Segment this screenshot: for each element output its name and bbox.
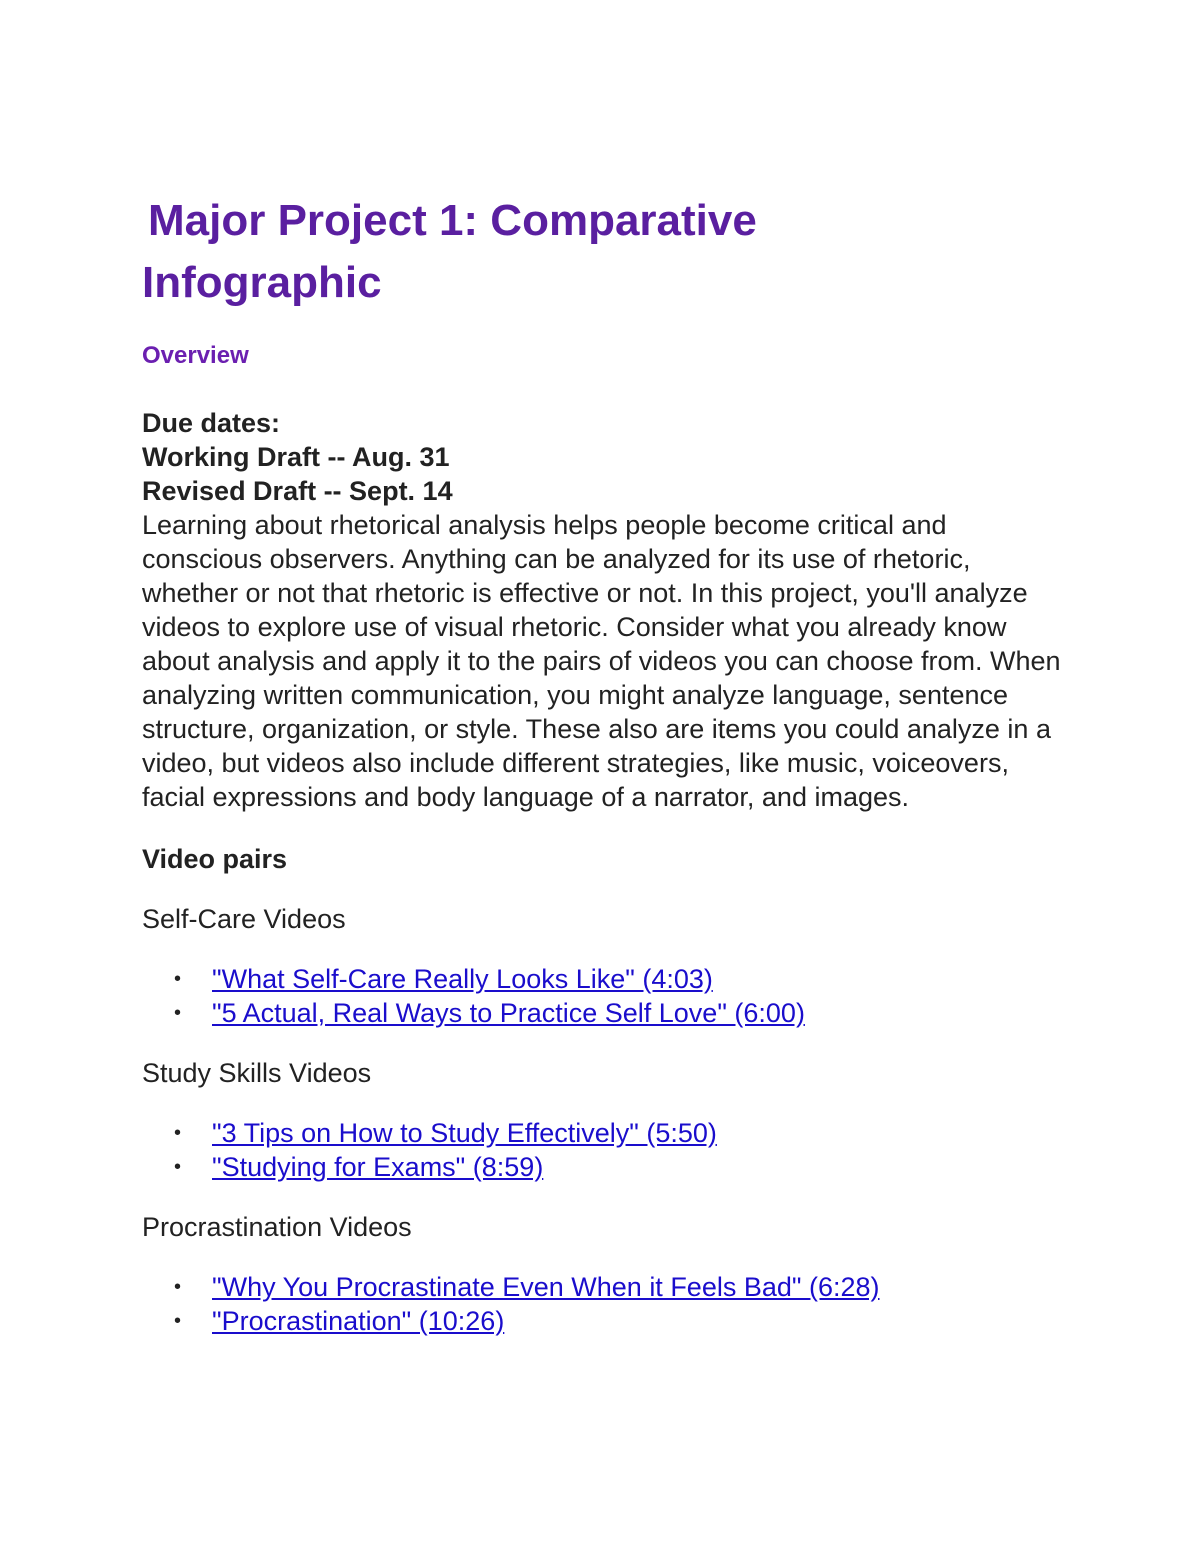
page-title-line-2: Infographic [142,258,382,307]
bullet-icon: • [174,968,182,990]
study-skills-group-label: Study Skills Videos [142,1058,372,1088]
list-item [142,1304,1072,1338]
revised-draft-date: Revised Draft -- Sept. 14 [142,476,453,506]
video-link-procrastination-1[interactable]: "Why You Procrastinate Even When it Feels Bad" (6:28) [212,1272,880,1302]
page-title [142,190,1072,314]
procrastination-video-list [142,1270,1072,1338]
video-pairs-heading: Video pairs [142,844,288,874]
bullet-icon: • [174,1276,182,1298]
video-link-self-care-2[interactable]: "5 Actual, Real Ways to Practice Self Love" (6:00) [212,998,805,1028]
list-item [142,1116,1072,1150]
page-title-line-1: Major Project 1: Comparative [148,196,757,245]
list-item [142,962,1072,996]
bullet-icon: • [174,1156,182,1178]
overview-heading: Overview [142,342,249,369]
document-page [142,190,1072,1338]
video-link-study-skills-2[interactable]: "Studying for Exams" (8:59) [212,1152,544,1182]
self-care-video-list [142,962,1072,1030]
bullet-icon: • [174,1310,182,1332]
procrastination-group-label: Procrastination Videos [142,1212,412,1242]
due-dates-block [142,406,1072,814]
video-link-self-care-1[interactable]: "What Self-Care Really Looks Like" (4:03) [212,964,713,994]
bullet-icon: • [174,1122,182,1144]
list-item [142,1270,1072,1304]
list-item [142,996,1072,1030]
self-care-group-label: Self-Care Videos [142,904,346,934]
overview-paragraph: Learning about rhetorical analysis helps people become critical and conscious observers. Anything can be analyzed for its use of rhetoric, whether or not that rhetoric is effective or not. In this project, you'll analyze videos to explore use of visual rhetoric. Consider what you already know about analysis and apply it to the pairs of videos you can choose from. When analyzing written communication, you might analyze language, sentence structure, organization, or style. These also are items you could analyze in a video, but videos also include different strategies, like music, voiceovers, facial expressions and body language of a narrator, and images. [142,510,1061,812]
working-draft-date: Working Draft -- Aug. 31 [142,442,450,472]
bullet-icon: • [174,1002,182,1024]
study-skills-video-list [142,1116,1072,1184]
video-link-study-skills-1[interactable]: "3 Tips on How to Study Effectively" (5:50) [212,1118,717,1148]
list-item [142,1150,1072,1184]
video-link-procrastination-2[interactable]: "Procrastination" (10:26) [212,1306,505,1336]
due-dates-label: Due dates: [142,408,281,438]
